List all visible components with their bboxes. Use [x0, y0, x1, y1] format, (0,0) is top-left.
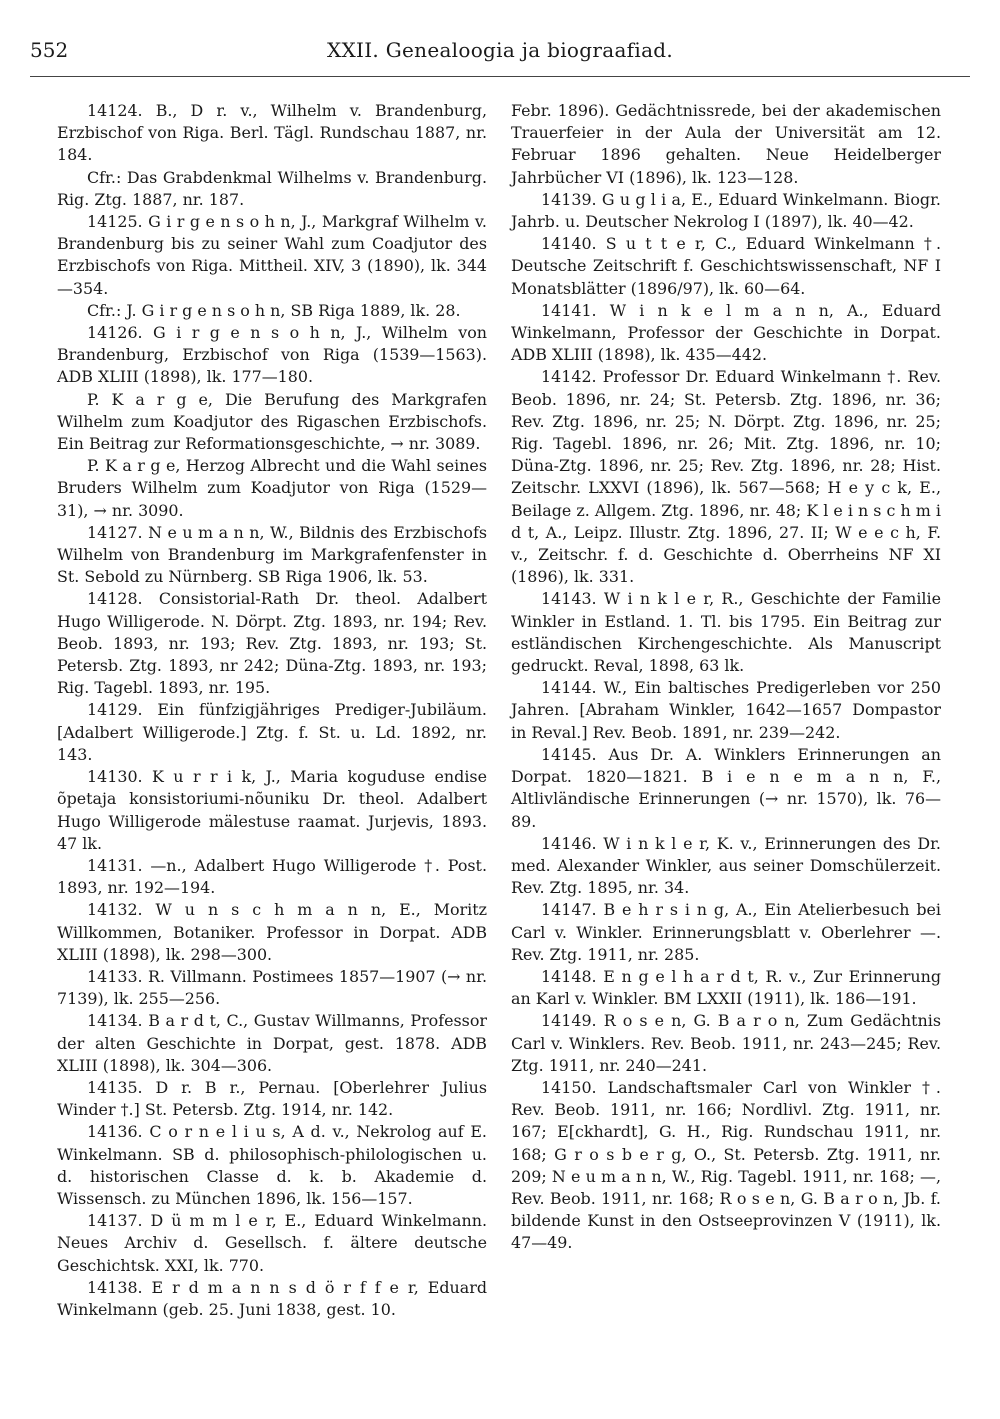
bibliography-entry: 14150. Landschaftsmaler Carl von Winkler †. Rev. Beob. 1911, nr. 166; Nordlivl. Ztg. 1911, nr. 167; E[ckhardt], G. H., Rig. Rundschau 1911, nr. 168; G r o s b e r g, O., St. Petersb. Ztg. 1911, nr. 209; N e u m a n n, W., Rig. Tagebl. 1911, nr. 168; —, Rev. Beob. 1911, nr. 168; R o s e n, G. B a r o n, Jb. f. bildende Kunst in den Ostseeprovinzen V (1911), lk. 47—49. — [511, 1077, 941, 1253]
bibliography-entry: 14134. B a r d t, C., Gustav Willmanns, Professor der alten Geschichte in Dorpat, gest. 1878. ADB XLIII (1898), lk. 304—306. — [57, 1011, 487, 1075]
right-column — [511, 100, 941, 1255]
running-title: XXII. Genealoogia ja biograafiad. — [326, 38, 674, 62]
bibliography-entry: 14137. D ü m m l e r, E., Eduard Winkelmann. Neues Archiv d. Gesellsch. f. ältere deutsche Geschichtsk. XXI, lk. 770. — [57, 1211, 487, 1275]
bibliography-entry: 14136. C o r n e l i u s, A d. v., Nekrolog auf E. Winkelmann. SB d. philosophisch-philologischen u. d. historischen Classe d. k. b. Akademie d. Wissensch. zu München 1896, lk. 156—157. — [57, 1122, 487, 1208]
bibliography-entry: 14139. G u g l i a, E., Eduard Winkelmann. Biogr. Jahrb. u. Deutscher Nekrolog I (1897), lk. 40—42. — [511, 189, 941, 232]
bibliography-entry: 14132. W u n s c h m a n n, E., Moritz Willkommen, Botaniker. Professor in Dorpat. ADB XLIII (1898), lk. 298—300. — [57, 900, 487, 964]
bibliography-entry: 14148. E n g e l h a r d t, R. v., Zur Erinnerung an Karl v. Winkler. BM LXXII (1911), lk. 186—191. — [511, 966, 941, 1009]
bibliography-note: P. K a r g e, Die Berufung des Markgrafen Wilhelm zum Koadjutor des Rigaschen Erzbischofs. Ein Beitrag zur Reformationsgeschichte, → nr. 3089. — [57, 389, 487, 454]
bibliography-entry: 14141. W i n k e l m a n n, A., Eduard Winkelmann, Professor der Geschichte in Dorpat. ADB XLIII (1898), lk. 435—442. — [511, 300, 941, 365]
bibliography-entry: 14147. B e h r s i n g, A., Ein Atelierbesuch bei Carl v. Winkler. Erinnerungsblatt v. Oberlehrer —. Rev. Ztg. 1911, nr. 285. — [511, 900, 941, 964]
bibliography-entry: 14142. Professor Dr. Eduard Winkelmann †. Rev. Beob. 1896, nr. 24; St. Petersb. Ztg. 1896, nr. 36; Rev. Ztg. 1896, nr. 25; N. Dörpt. Ztg. 1896, nr. 25; Rig. Tagebl. 1896, nr. 26; Mit. Ztg. 1896, nr. 10; Düna-Ztg. 1896, nr. 25; Rev. Ztg. 1896, nr. 28; Hist. Zeitschr. LXXVI (1896), lk. 567—568; H e y c k, E., Beilage z. Allgem. Ztg. 1896, nr. 48; K l e i n s c h m i d t, A., Leipz. Illustr. Ztg. 1896, 27. II; W e e c h, F. v., Zeitschr. f. d. Geschichte d. Oberrheins NF XI (1896), lk. 331. — [511, 367, 941, 587]
bibliography-note: Cfr.: Das Grabdenkmal Wilhelms v. Brandenburg. Rig. Ztg. 1887, nr. 187. — [57, 167, 487, 209]
bibliography-entry: Febr. 1896). Gedächtnissrede, bei der akademischen Trauerfeier in der Aula der Universität am 12. Februar 1896 gehalten. Neue Heidelberger Jahrbücher VI (1896), lk. 123—128. — [511, 101, 941, 187]
bibliography-entry: 14127. N e u m a n n, W., Bildnis des Erzbischofs Wilhelm von Brandenburg im Markgrafenfenster in St. Sebold zu Nürnberg. SB Riga 1906, lk. 53. — [57, 522, 487, 587]
bibliography-entry: 14128. Consistorial-Rath Dr. theol. Adalbert Hugo Willigerode. N. Dörpt. Ztg. 1893, nr. 194; Rev. Beob. 1893, nr. 193; Rev. Ztg. 1893, nr. 193; St. Petersb. Ztg. 1893, nr 242; Düna-Ztg. 1893, nr. 193; Rig. Tagebl. 1893, nr. 195. — [57, 589, 487, 698]
left-column — [57, 100, 487, 1321]
page-number: 552 — [30, 38, 69, 62]
bibliography-entry: 14138. E r d m a n n s d ö r f f e r, Eduard Winkelmann (geb. 25. Juni 1838, gest. 10. — [57, 1277, 487, 1319]
bibliography-entry: 14135. D r. B r., Pernau. [Oberlehrer Julius Winder †.] St. Petersb. Ztg. 1914, nr. 142. — [57, 1077, 487, 1120]
bibliography-entry: 14130. K u r r i k, J., Maria koguduse endise õpetaja konsistoriumi-nõuniku Dr. theol. Adalbert Hugo Willigerode mälestuse raamat. Jurjevis, 1893. 47 lk. — [57, 767, 487, 853]
bibliography-entry: 14145. Aus Dr. A. Winklers Erinnerungen an Dorpat. 1820—1821. B i e n e m a n n, F., Altlivländische Erinnerungen (→ nr. 1570), lk. 76—89. — [511, 744, 941, 831]
bibliography-entry: 14131. —n., Adalbert Hugo Willigerode †. Post. 1893, nr. 192—194. — [57, 855, 487, 898]
bibliography-entry: 14124. B., D r. v., Wilhelm v. Brandenburg, Erzbischof von Riga. Berl. Tägl. Rundschau 1887, nr. 184. — [57, 101, 487, 165]
bibliography-note: P. K a r g e, Herzog Albrecht und die Wahl seines Bruders Wilhelm zum Koadjutor von Riga (1529—31), → nr. 3090. — [57, 456, 487, 520]
bibliography-entry: 14143. W i n k l e r, R., Geschichte der Familie Winkler in Estland. 1. Tl. bis 1795. Ein Beitrag zur estländischen Kirchengeschichte. Als Manuscript gedruckt. Reval, 1898, 63 lk. — [511, 589, 941, 676]
bibliography-entry: 14146. W i n k l e r, K. v., Erinnerungen des Dr. med. Alexander Winkler, aus seiner Domschülerzeit. Rev. Ztg. 1895, nr. 34. — [511, 833, 941, 898]
bibliography-entry: 14129. Ein fünfzigjähriges Prediger-Jubiläum. [Adalbert Willigerode.] Ztg. f. St. u. Ld. 1892, nr. 143. — [57, 700, 487, 764]
bibliography-entry: 14140. S u t t e r, C., Eduard Winkelmann †. Deutsche Zeitschrift f. Geschichtswissenschaft, NF I Monatsblätter (1896/97), lk. 60—64. — [511, 234, 941, 298]
bibliography-entry: 14126. G i r g e n s o h n, J., Wilhelm von Brandenburg, Erzbischof von Riga (1539—1563). ADB XLIII (1898), lk. 177—180. — [57, 323, 487, 387]
bibliography-entry: 14133. R. Villmann. Postimees 1857—1907 (→ nr. 7139), lk. 255—256. — [57, 966, 487, 1009]
bibliography-note: Cfr.: J. G i r g e n s o h n, SB Riga 1889, lk. 28. — [87, 300, 461, 320]
bibliography-entry: 14149. R o s e n, G. B a r o n, Zum Gedächtnis Carl v. Winklers. Rev. Beob. 1911, nr. 243—245; Rev. Ztg. 1911, nr. 240—241. — [511, 1011, 941, 1075]
page-header — [30, 38, 970, 77]
bibliography-entry: 14144. W., Ein baltisches Predigerleben vor 250 Jahren. [Abraham Winkler, 1642—1657 Dompastor in Reval.] Rev. Beob. 1891, nr. 239—242. — [511, 678, 941, 742]
bibliography-entry: 14125. G i r g e n s o h n, J., Markgraf Wilhelm v. Brandenburg bis zu seiner Wahl zum Coadjutor des Erzbischofs von Riga. Mittheil. XIV, 3 (1890), lk. 344—354. — [57, 212, 487, 298]
